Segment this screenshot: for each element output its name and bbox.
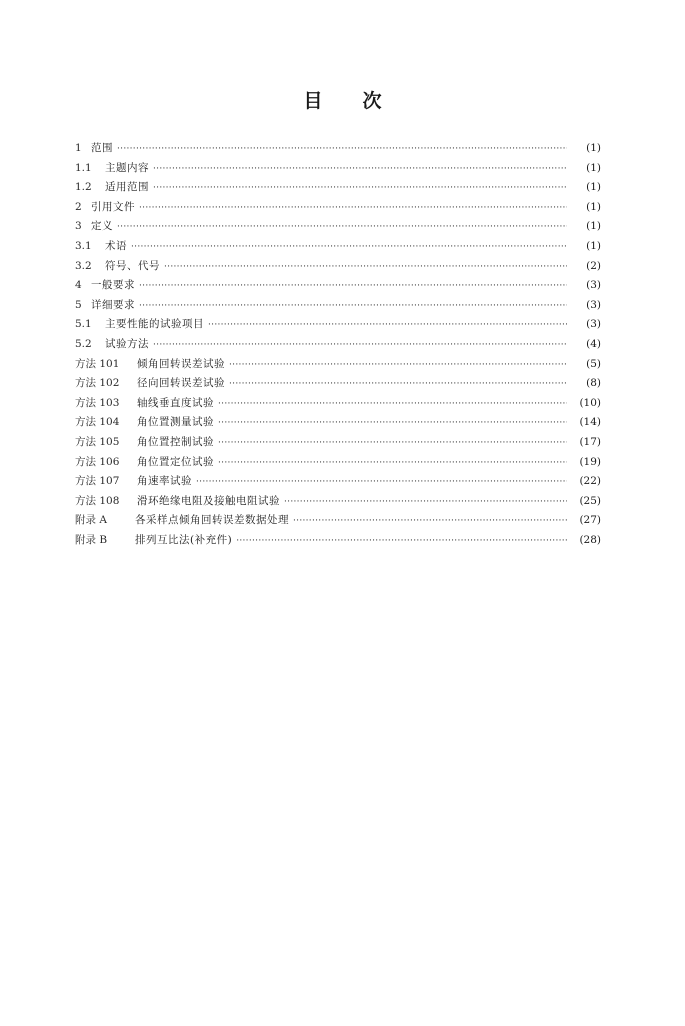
toc-entry[interactable]	[75, 198, 601, 218]
toc-entry-title: 术语	[105, 239, 127, 252]
toc-entry-number: 方法 105	[75, 435, 120, 448]
toc-entry-number: 方法 103	[75, 396, 120, 409]
dot-leader	[131, 238, 567, 258]
toc-entry-title: 排列互比法(补充件)	[135, 533, 233, 546]
toc-entry[interactable]	[75, 139, 601, 159]
toc-entry-page: (1)	[586, 239, 601, 252]
toc-entry[interactable]	[75, 315, 601, 335]
toc-entry-number: 附录 A	[75, 514, 107, 527]
toc-entry-title: 角速率试验	[137, 475, 192, 488]
dot-leader	[139, 297, 567, 317]
dot-leader	[139, 277, 567, 297]
toc-entry-number: 方法 104	[75, 416, 120, 429]
toc-entry[interactable]	[75, 413, 601, 433]
toc-entry[interactable]	[75, 276, 601, 296]
toc-entry-title: 主要性能的试验项目	[105, 318, 204, 331]
page-title	[0, 86, 685, 113]
toc-entry-page: (2)	[586, 259, 601, 272]
dot-leader	[229, 356, 567, 376]
toc-entry-title: 主题内容	[105, 161, 149, 174]
toc-entry-number: 5.2	[75, 337, 92, 350]
toc-entry-title: 角位置测量试验	[137, 416, 214, 429]
dot-leader	[153, 336, 567, 356]
toc-entry-title: 倾角回转误差试验	[137, 357, 225, 370]
toc-entry-title: 引用文件	[91, 200, 135, 213]
toc-entry-number: 1	[75, 142, 82, 154]
toc-entry[interactable]	[75, 394, 601, 414]
dot-leader	[196, 473, 567, 493]
toc-entry[interactable]	[75, 453, 601, 473]
dot-leader	[218, 454, 567, 474]
toc-entry-number: 方法 107	[75, 475, 120, 488]
toc-entry[interactable]	[75, 335, 601, 355]
toc-entry-page: (5)	[586, 357, 601, 370]
toc-entry-page: (3)	[586, 279, 601, 292]
toc-entry[interactable]	[75, 511, 601, 531]
toc-entry-page: (22)	[579, 475, 601, 488]
toc-entry-number: 方法 106	[75, 455, 120, 468]
toc-entry-number: 1.2	[75, 181, 92, 194]
dot-leader	[153, 160, 567, 180]
toc-entry-title: 角位置控制试验	[137, 435, 214, 448]
toc-entry-page: (28)	[579, 533, 601, 546]
toc-entry-page: (1)	[586, 200, 601, 213]
dot-leader	[293, 512, 567, 532]
toc-entry[interactable]	[75, 531, 601, 551]
toc-entry-number: 1.1	[75, 161, 92, 174]
toc-entry-title: 轴线垂直度试验	[137, 396, 214, 409]
toc-entry-number: 3	[75, 220, 82, 233]
toc-entry-page: (1)	[586, 161, 601, 174]
dot-leader	[164, 258, 567, 278]
dot-leader	[139, 199, 567, 219]
dot-leader	[117, 218, 567, 238]
toc-entry[interactable]	[75, 296, 601, 316]
toc-entry[interactable]	[75, 178, 601, 198]
dot-leader	[218, 414, 567, 434]
toc-entry-title: 适用范围	[105, 181, 149, 194]
toc-entry[interactable]	[75, 237, 601, 257]
toc-entry-page: (3)	[586, 318, 601, 331]
dot-leader	[117, 140, 567, 160]
toc-entry[interactable]	[75, 159, 601, 179]
dot-leader	[229, 375, 567, 395]
toc-entry-page: (1)	[586, 142, 601, 154]
toc-entry-title: 角位置定位试验	[137, 455, 214, 468]
toc-entry-title: 范围	[91, 142, 113, 154]
toc-entry-number: 方法 102	[75, 377, 120, 390]
toc-entry-number: 5	[75, 298, 82, 311]
toc-entry-number: 5.1	[75, 318, 92, 331]
toc-entry-page: (4)	[586, 337, 601, 350]
dot-leader	[284, 493, 567, 513]
toc-entry-number: 3.2	[75, 259, 92, 272]
dot-leader	[153, 179, 567, 199]
toc-entry[interactable]	[75, 492, 601, 512]
toc-entry-title: 一般要求	[91, 279, 135, 292]
toc-entry-number: 方法 108	[75, 494, 120, 507]
toc-entry[interactable]	[75, 472, 601, 492]
toc-entry[interactable]	[75, 374, 601, 394]
toc-entry-title: 详细要求	[91, 298, 135, 311]
table-of-contents	[75, 139, 601, 550]
toc-entry-page: (1)	[586, 220, 601, 233]
toc-entry-page: (17)	[579, 435, 601, 448]
toc-entry-page: (14)	[579, 416, 601, 429]
toc-entry[interactable]	[75, 355, 601, 375]
toc-entry-page: (27)	[579, 514, 601, 527]
toc-entry-page: (1)	[586, 181, 601, 194]
toc-entry-page: (19)	[579, 455, 601, 468]
dot-leader	[208, 316, 567, 336]
toc-entry[interactable]	[75, 433, 601, 453]
dot-leader	[218, 434, 567, 454]
toc-entry-page: (8)	[586, 377, 601, 390]
toc-entry-page: (10)	[579, 396, 601, 409]
toc-entry-number: 方法 101	[75, 357, 120, 370]
toc-entry-page: (3)	[586, 298, 601, 311]
page-title-char-2: 次	[362, 90, 382, 112]
dot-leader	[218, 395, 567, 415]
toc-entry-title: 试验方法	[105, 337, 149, 350]
toc-entry-title: 径向回转误差试验	[137, 377, 225, 390]
page-title-char-1: 目	[303, 90, 323, 112]
toc-entry-title: 滑环绝缘电阻及接触电阻试验	[137, 494, 280, 507]
dot-leader	[236, 532, 567, 552]
toc-entry[interactable]	[75, 217, 601, 237]
toc-entry[interactable]	[75, 257, 601, 277]
toc-entry-page: (25)	[579, 494, 601, 507]
toc-entry-number: 附录 B	[75, 533, 108, 546]
toc-entry-number: 3.1	[75, 239, 92, 252]
toc-entry-title: 各采样点倾角回转误差数据处理	[135, 514, 289, 527]
toc-entry-number: 4	[75, 279, 82, 292]
toc-entry-title: 符号、代号	[105, 259, 160, 272]
toc-entry-title: 定义	[91, 220, 113, 233]
toc-entry-number: 2	[75, 200, 82, 213]
